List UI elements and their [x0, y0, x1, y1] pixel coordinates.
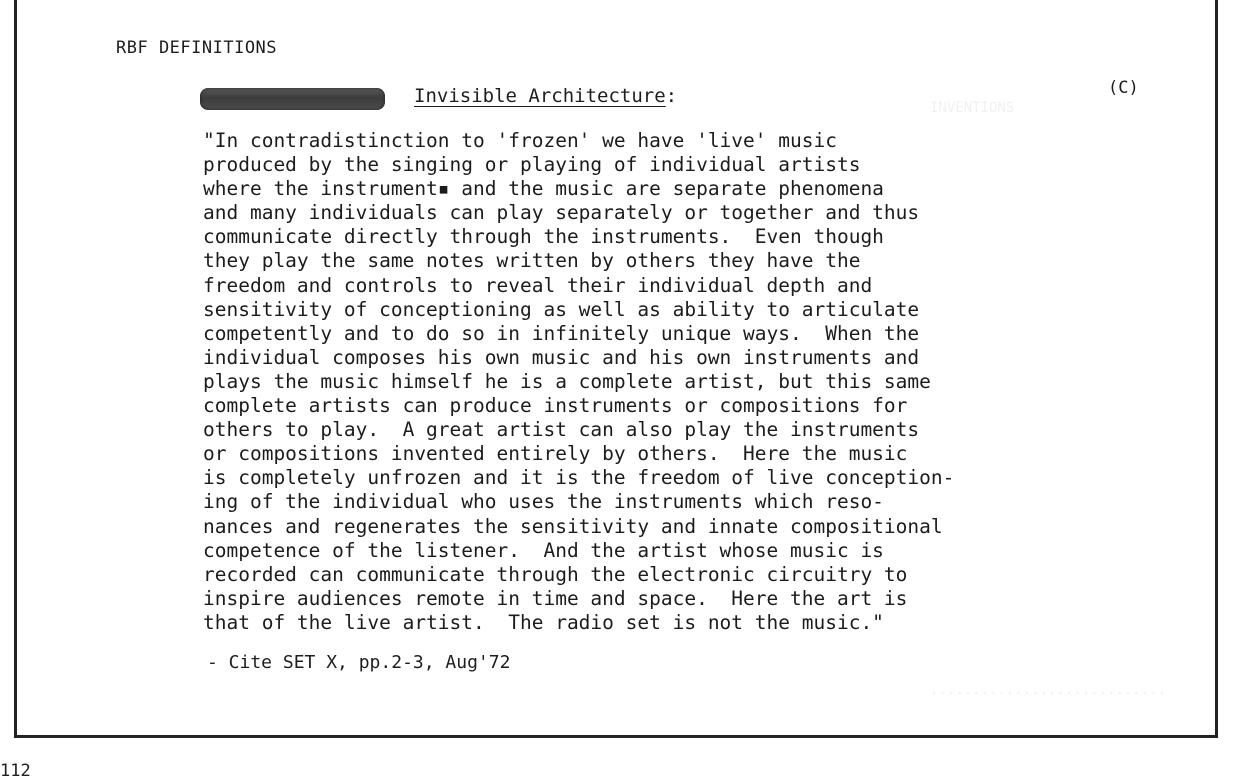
quote-line: ing of the individual who uses the instruments which reso-	[203, 490, 884, 514]
quote-line: recorded can communicate through the electronic circuitry to	[203, 562, 908, 586]
bleed-through-text: INVENTIONS	[930, 100, 1015, 116]
quote-line: "In contradistinction to 'frozen' we have 'live' music	[203, 129, 837, 152]
quote-line: nances and regenerates the sensitivity and innate compositional	[203, 514, 943, 538]
quote-line: inspire audiences remote in time and space. Here the art is	[203, 586, 908, 610]
quote-line: individual composes his own music and his own instruments and	[203, 345, 920, 369]
quote-line: that of the live artist. The radio set is not the music."	[203, 610, 884, 634]
page-number: 112	[0, 761, 31, 781]
quote-line: they play the same notes written by others they have the	[203, 249, 861, 273]
quote-line: competently and to do so in infinitely unique ways. When the	[203, 321, 920, 345]
quote-line: others to play. A great artist can also play the instruments	[203, 418, 920, 442]
document-heading: RBF DEFINITIONS	[116, 38, 278, 58]
term-name: Invisible Architecture	[414, 85, 666, 107]
quote-line: produced by the singing or playing of individual artists	[203, 153, 861, 177]
quote-line: competence of the listener. And the artist whose music is	[203, 538, 884, 562]
definition-quote	[203, 129, 1103, 635]
citation: - Cite SET X, pp.2-3, Aug'72	[207, 652, 511, 673]
term-colon: :	[665, 85, 678, 107]
quote-line: and many individuals can play separately or together and thus	[203, 201, 920, 225]
quote-line: plays the music himself he is a complete artist, but this same	[203, 369, 931, 393]
quote-line: freedom and controls to reveal their individual depth and	[203, 273, 873, 297]
classification-marking: (C)	[1108, 78, 1139, 98]
quote-line: is completely unfrozen and it is the freedom of live conception-	[203, 466, 955, 490]
bleed-through-text: ............................	[930, 682, 1167, 698]
quote-line: communicate directly through the instruments. Even though	[203, 225, 884, 249]
quote-line: where the instrument▪ and the music are separate phenomena	[203, 177, 884, 201]
redaction-bar	[200, 88, 385, 110]
term-title	[414, 85, 677, 107]
quote-line: or compositions invented entirely by others. Here the music	[203, 442, 908, 466]
quote-line: complete artists can produce instruments or compositions for	[203, 394, 908, 418]
quote-line: sensitivity of conceptioning as well as ability to articulate	[203, 297, 920, 321]
